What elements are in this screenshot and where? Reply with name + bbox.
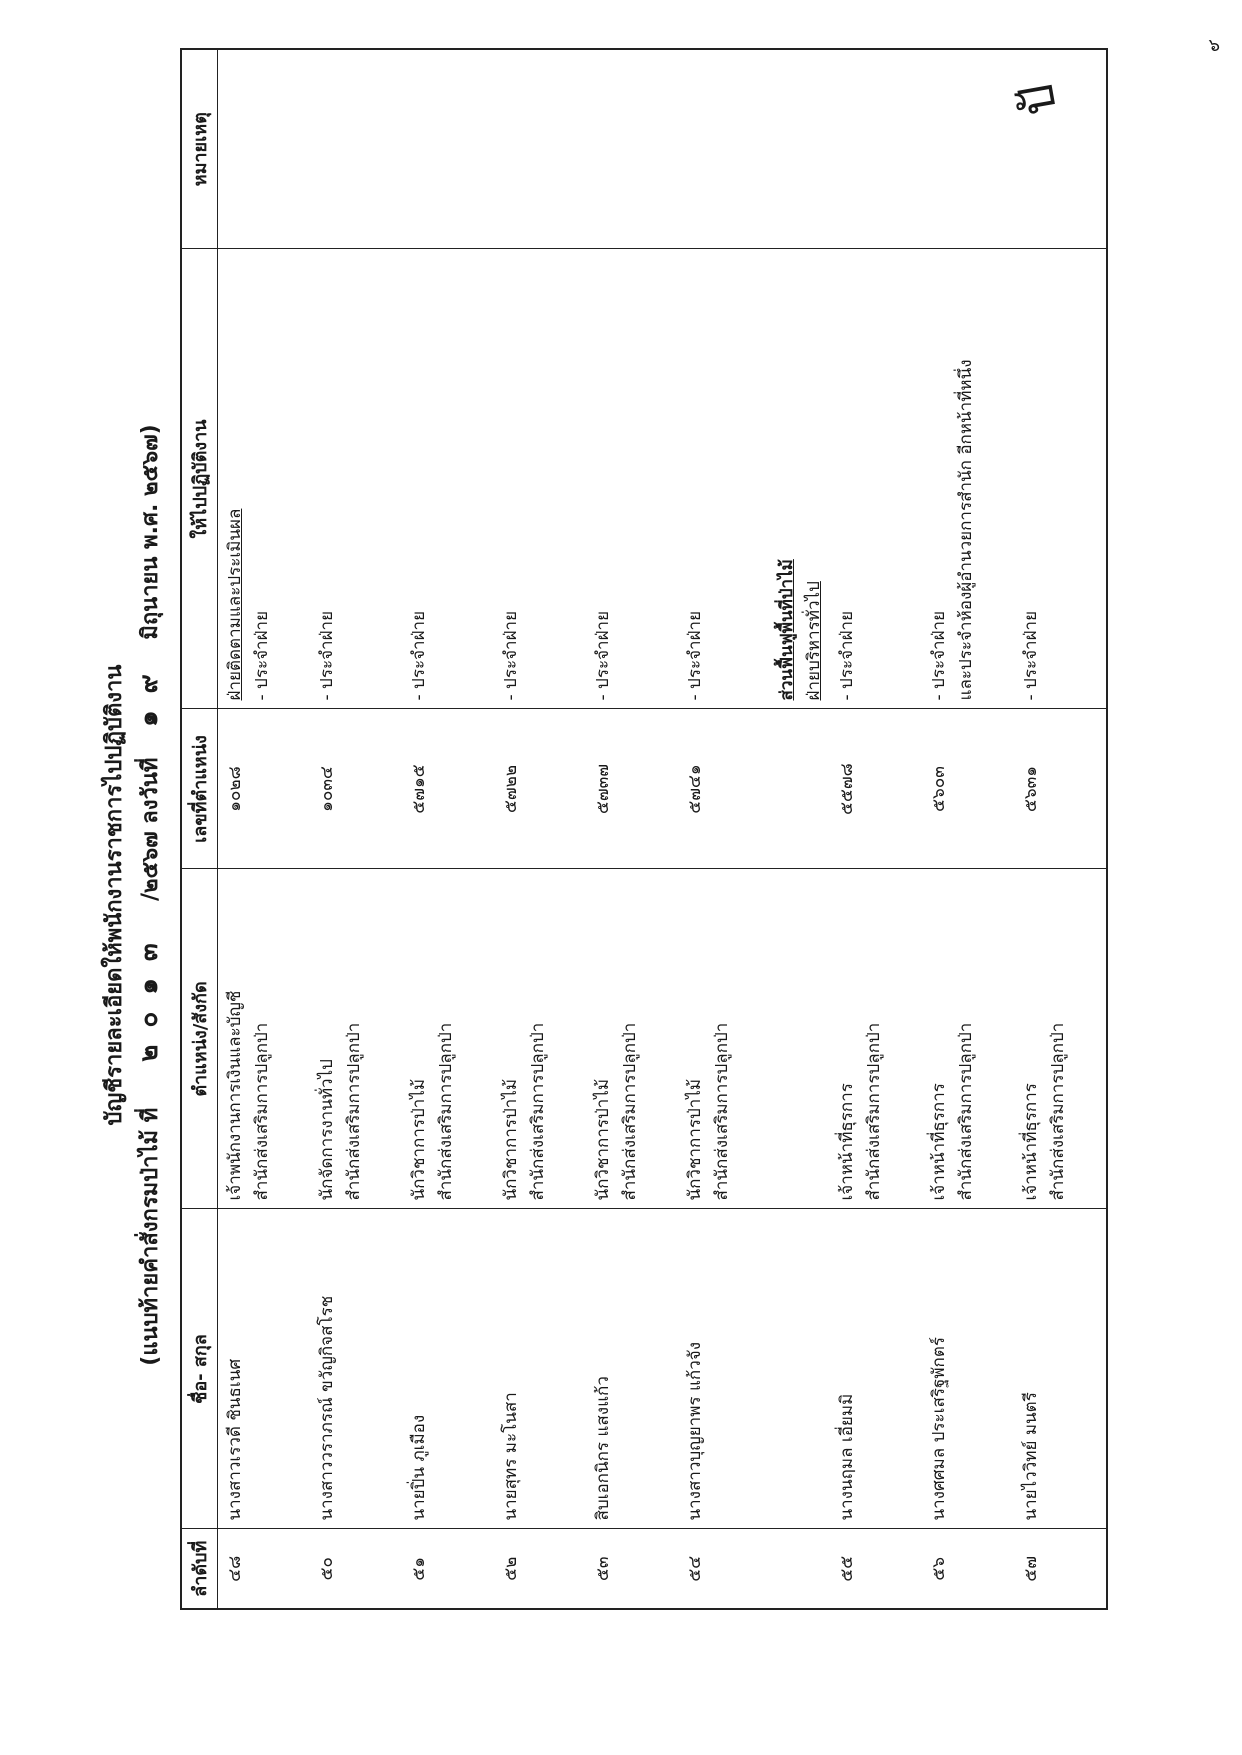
row-no: ๕๑ xyxy=(402,1529,494,1609)
row-position xyxy=(922,869,1014,1209)
position-title: นักวิชาการป่าไม้ xyxy=(593,1078,613,1201)
row-remark xyxy=(830,49,922,249)
row-post-no: ๕๗๓๗ xyxy=(586,709,678,869)
row-position xyxy=(310,869,402,1209)
row-post-no: ๕๗๒๒ xyxy=(494,709,586,869)
row-post-no: ๕๖๓๑ xyxy=(1014,709,1107,869)
row-no: ๕๐ xyxy=(310,1529,402,1609)
table-header-row xyxy=(181,49,218,1609)
row-post-no: ๑๐๓๔ xyxy=(310,709,402,869)
row-remark xyxy=(678,49,770,249)
position-title: นักวิชาการป่าไม้ xyxy=(501,1078,521,1201)
row-no: ๕๕ xyxy=(830,1529,922,1609)
table-row xyxy=(830,49,922,1609)
row-remark xyxy=(770,49,830,249)
row-assignment: - ประจำฝ่าย xyxy=(678,249,770,709)
row-position xyxy=(830,869,922,1209)
col-header-position: ตำแหน่ง/สังกัด xyxy=(181,869,218,1209)
row-name: นายไววิทย์ มนตรี xyxy=(1014,1209,1107,1529)
row-name: นางนฤมล เอี่ยมมิ xyxy=(830,1209,922,1529)
row-name: นายปิ่น ภูเมือง xyxy=(402,1209,494,1529)
row-no: ๕๒ xyxy=(494,1529,586,1609)
table-row xyxy=(218,49,311,1609)
row-name: สิบเอกนิกร แสงแก้ว xyxy=(586,1209,678,1529)
row-remark xyxy=(586,49,678,249)
row-name: นางสาวบุญยาพร แก้วจัง xyxy=(678,1209,770,1529)
row-remark xyxy=(922,49,1014,249)
page-number: ๖ xyxy=(1208,35,1220,56)
row-remark xyxy=(218,49,311,249)
col-header-remark: หมายเหตุ xyxy=(181,49,218,249)
table-row xyxy=(310,49,402,1609)
row-no: ๕๔ xyxy=(678,1529,770,1609)
handwritten-signature: ปั xyxy=(1007,79,1069,120)
position-unit: สำนักส่งเสริมการปลูกป่า xyxy=(620,1022,640,1201)
assignment-text: - ประจำฝ่าย xyxy=(252,610,272,701)
subtitle-prefix: (แนบท้ายคำสั่งกรมป่าไม้ ที่ xyxy=(138,1107,163,1366)
order-day: ๑ ๙ xyxy=(134,670,164,727)
position-unit: สำนักส่งเสริมการปลูกป่า xyxy=(436,1022,456,1201)
table-row xyxy=(402,49,494,1609)
table-row xyxy=(678,49,770,1609)
row-assignment: - ประจำฝ่าย xyxy=(830,249,922,709)
position-unit: สำนักส่งเสริมการปลูกป่า xyxy=(712,1022,732,1201)
assignment-text: - ประจำฝ่าย xyxy=(929,610,949,701)
position-title: เจ้าพนักงานการเงินและบัญชี xyxy=(225,990,245,1201)
subtitle-mid: /๒๕๖๗ ลงวันที่ xyxy=(138,757,163,902)
row-position xyxy=(770,869,830,1209)
row-post-no: ๑๐๒๘ xyxy=(218,709,311,869)
row-remark xyxy=(310,49,402,249)
row-assignment xyxy=(770,249,830,709)
document-subtitle xyxy=(128,185,169,1605)
row-assignment: - ประจำฝ่าย xyxy=(494,249,586,709)
row-post-no: ๕๕๗๘ xyxy=(830,709,922,869)
row-position xyxy=(218,869,311,1209)
division-heading: ฝ่ายบริหารทั่วไป xyxy=(804,581,824,701)
row-assignment: - ประจำฝ่าย xyxy=(586,249,678,709)
row-name: นายสุทร มะโนสา xyxy=(494,1209,586,1529)
position-title: เจ้าหน้าที่ธุรการ xyxy=(929,1083,949,1201)
row-remark xyxy=(402,49,494,249)
position-title: เจ้าหน้าที่ธุรการ xyxy=(837,1083,857,1201)
section-row xyxy=(770,49,830,1609)
row-no xyxy=(770,1529,830,1609)
position-unit: สำนักส่งเสริมการปลูกป่า xyxy=(864,1022,884,1201)
col-header-name: ชื่อ- สกุล xyxy=(181,1209,218,1529)
row-position xyxy=(494,869,586,1209)
row-post-no: ๕๗๔๑ xyxy=(678,709,770,869)
row-name: นางสาววราภรณ์ ขวัญกิจสโรช xyxy=(310,1209,402,1529)
row-remark xyxy=(494,49,586,249)
row-position xyxy=(1014,869,1107,1209)
row-position xyxy=(402,869,494,1209)
position-unit: สำนักส่งเสริมการปลูกป่า xyxy=(956,1022,976,1201)
row-no: ๕๓ xyxy=(586,1529,678,1609)
row-name: นางศศมล ประเสริฐพักตร์ xyxy=(922,1209,1014,1529)
table-row xyxy=(1014,49,1107,1609)
col-header-post-no: เลขที่ตำแหน่ง xyxy=(181,709,218,869)
row-no: ๔๘ xyxy=(218,1529,311,1609)
row-assignment: - ประจำฝ่าย xyxy=(402,249,494,709)
order-number: ๒ ๐ ๑ ๓ xyxy=(134,939,164,1062)
position-title: นักวิชาการป่าไม้ xyxy=(409,1078,429,1201)
assignment-extra: และประจำห้องผู้อำนวยการสำนัก อีกหน้าที่หนึ่ง xyxy=(956,359,976,701)
row-remark xyxy=(1014,49,1107,249)
assignment-table xyxy=(180,48,1108,1610)
table-row xyxy=(586,49,678,1609)
division-heading: ฝ่ายติดตามและประเมินผล xyxy=(225,508,245,701)
row-position xyxy=(586,869,678,1209)
row-post-no: ๕๗๑๕ xyxy=(402,709,494,869)
section-heading: ส่วนฟื้นฟูพื้นที่ป่าไม้ xyxy=(777,559,797,701)
table-row xyxy=(494,49,586,1609)
row-assignment: - ประจำฝ่าย xyxy=(1014,249,1107,709)
col-header-assignment: ให้ไปปฏิบัติงาน xyxy=(181,249,218,709)
position-title: เจ้าหน้าที่ธุรการ xyxy=(1021,1083,1041,1201)
table-row xyxy=(922,49,1014,1609)
row-post-no: ๕๖๐๓ xyxy=(922,709,1014,869)
row-no: ๕๖ xyxy=(922,1529,1014,1609)
position-title: นักวิชาการป่าไม้ xyxy=(685,1078,705,1201)
position-unit: สำนักส่งเสริมการปลูกป่า xyxy=(528,1022,548,1201)
row-name xyxy=(770,1209,830,1529)
document-title: บัญชีรายละเอียดให้พนักงานราชการไปปฏิบัติงาน xyxy=(102,664,127,1126)
subtitle-suffix: มิถุนายน พ.ศ. ๒๕๖๗) xyxy=(138,424,163,640)
row-assignment xyxy=(218,249,311,709)
position-unit: สำนักส่งเสริมการปลูกป่า xyxy=(344,1022,364,1201)
row-no: ๕๗ xyxy=(1014,1529,1107,1609)
col-header-no: ลำดับที่ xyxy=(181,1529,218,1609)
row-name: นางสาวเรวดี ชินธเนศ xyxy=(218,1209,311,1529)
row-assignment xyxy=(922,249,1014,709)
position-unit: สำนักส่งเสริมการปลูกป่า xyxy=(252,1022,272,1201)
position-unit: สำนักส่งเสริมการปลูกป่า xyxy=(1048,1022,1068,1201)
position-title: นักจัดการงานทั่วไป xyxy=(317,1059,337,1201)
row-post-no xyxy=(770,709,830,869)
row-assignment: - ประจำฝ่าย xyxy=(310,249,402,709)
row-position xyxy=(678,869,770,1209)
